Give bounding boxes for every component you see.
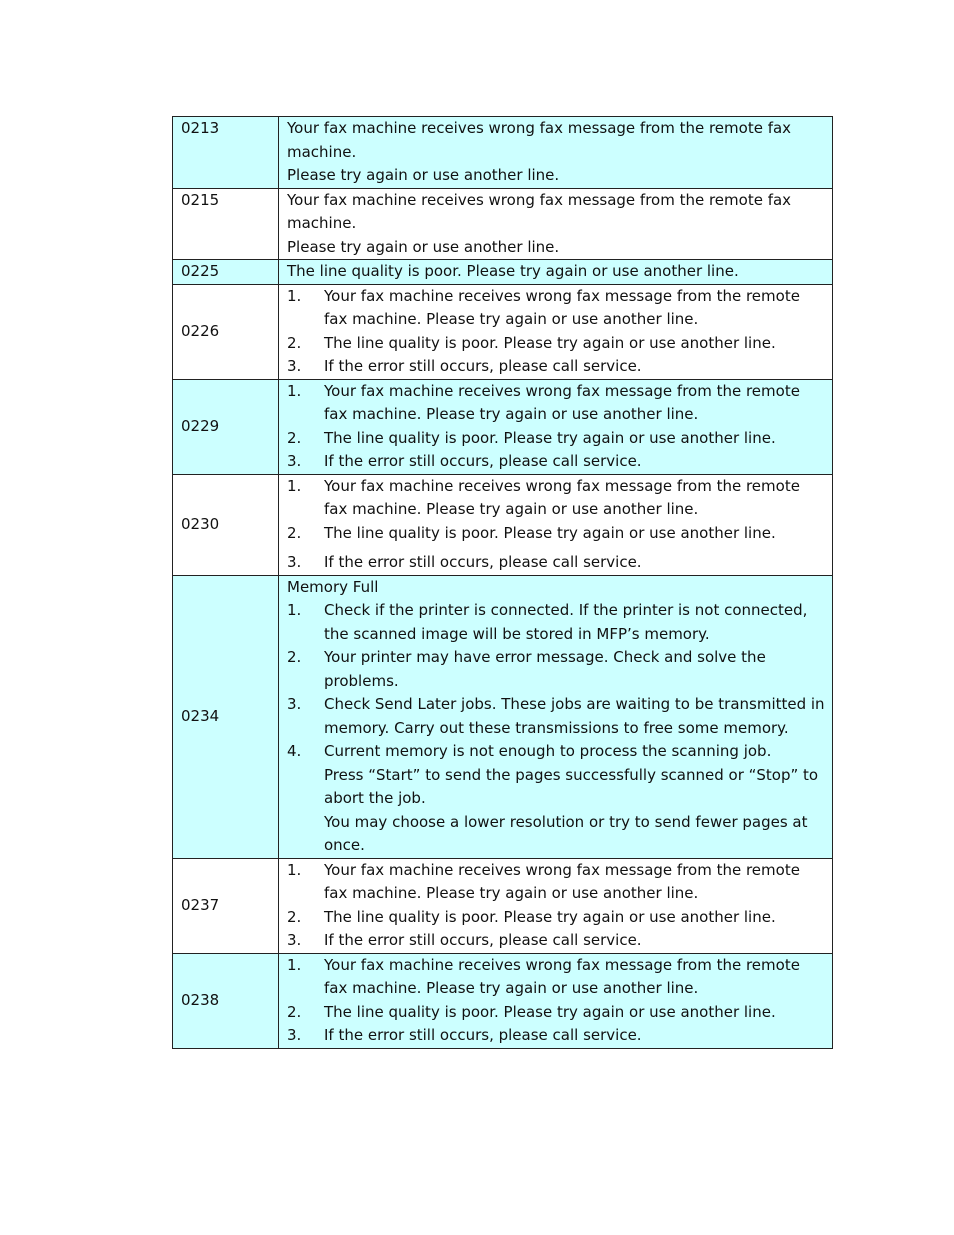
- table-row: [173, 858, 833, 953]
- step-text: Check if the printer is connected. If the printer is not connected, the scanned image will be stored in MFP’s memory.: [324, 601, 808, 643]
- step-text: Your fax machine receives wrong fax message from the remote fax machine. Please try again or use another line.: [324, 955, 800, 997]
- table-row: [173, 260, 833, 285]
- list-item: [287, 1001, 826, 1025]
- step-number: 2.: [287, 907, 302, 926]
- step-number: 2.: [287, 523, 302, 542]
- error-description: [279, 188, 833, 260]
- step-text: If the error still occurs, please call service.: [324, 452, 642, 470]
- step-number: 3.: [287, 695, 302, 713]
- step-number: 3.: [287, 931, 302, 949]
- error-description: [279, 379, 833, 474]
- step-text: The line quality is poor. Please try again or use another line.: [324, 428, 776, 447]
- error-code: 0226: [173, 284, 279, 379]
- step-text-group: [324, 740, 826, 858]
- list-item: [287, 859, 826, 906]
- error-code: 0230: [173, 474, 279, 575]
- table-row: [173, 953, 833, 1048]
- step-number: 3.: [287, 357, 302, 375]
- list-item: [287, 599, 826, 646]
- step-text: The line quality is poor. Please try again or use another line.: [324, 907, 776, 926]
- error-code: 0238: [173, 953, 279, 1048]
- table-row: [173, 188, 833, 260]
- step-number: 4.: [287, 742, 302, 760]
- step-text: If the error still occurs, please call service.: [324, 553, 642, 571]
- step-number: 1.: [287, 476, 302, 495]
- list-item: [287, 906, 826, 930]
- step-text: Your fax machine receives wrong fax message from the remote fax machine. Please try again or use another line.: [324, 476, 800, 518]
- table-row: [173, 575, 833, 858]
- table-row: [173, 379, 833, 474]
- list-item: [287, 1024, 826, 1048]
- description-line: Please try again or use another line.: [287, 237, 560, 256]
- step-text: If the error still occurs, please call service.: [324, 1026, 642, 1044]
- step-text: The line quality is poor. Please try again or use another line.: [324, 523, 776, 542]
- step-number: 2.: [287, 333, 302, 352]
- error-code: 0237: [173, 858, 279, 953]
- error-code: 0234: [173, 575, 279, 858]
- step-text: Check Send Later jobs. These jobs are waiting to be transmitted in memory. Carry out these transmissions to free some memory.: [324, 695, 825, 737]
- steps-list: [287, 859, 826, 953]
- error-code: 0225: [173, 260, 279, 285]
- step-number: 2.: [287, 428, 302, 447]
- step-number: 3.: [287, 553, 302, 571]
- step-text: The line quality is poor. Please try again or use another line.: [324, 333, 776, 352]
- step-text: Press “Start” to send the pages successfully scanned or “Stop” to abort the job.: [324, 765, 819, 807]
- error-description: [279, 575, 833, 858]
- list-item: [287, 427, 826, 451]
- step-text: You may choose a lower resolution or try to send fewer pages at once.: [324, 812, 808, 854]
- list-item: [287, 740, 826, 858]
- list-item: [287, 646, 826, 693]
- error-code: 0215: [173, 188, 279, 260]
- steps-list: [287, 475, 826, 575]
- error-code-table: [172, 116, 833, 1049]
- step-number: 1.: [287, 955, 302, 974]
- error-description: [279, 474, 833, 575]
- step-text: If the error still occurs, please call service.: [324, 931, 642, 949]
- list-item: [287, 450, 826, 474]
- step-number: 2.: [287, 648, 302, 666]
- step-number: 1.: [287, 860, 302, 879]
- description-line: The line quality is poor. Please try again or use another line.: [287, 262, 739, 280]
- step-number: 1.: [287, 601, 302, 619]
- steps-list: [287, 285, 826, 379]
- error-description: [279, 117, 833, 189]
- error-description: [279, 858, 833, 953]
- list-item: [287, 522, 826, 546]
- list-item: [287, 693, 826, 740]
- list-item: [287, 954, 826, 1001]
- table-row: [173, 117, 833, 189]
- step-number: 3.: [287, 452, 302, 470]
- list-item: [287, 929, 826, 953]
- list-item: [287, 380, 826, 427]
- step-text: The line quality is poor. Please try again or use another line.: [324, 1002, 776, 1021]
- steps-list: [287, 380, 826, 474]
- error-description: [279, 260, 833, 285]
- step-text: Your fax machine receives wrong fax message from the remote fax machine. Please try again or use another line.: [324, 381, 800, 423]
- table-row: [173, 474, 833, 575]
- step-number: 1.: [287, 286, 302, 305]
- description-line: Your fax machine receives wrong fax message from the remote fax machine.: [287, 190, 792, 232]
- step-number: 3.: [287, 1026, 302, 1044]
- step-number: 2.: [287, 1002, 302, 1021]
- list-item: [287, 285, 826, 332]
- list-item: [287, 475, 826, 522]
- description-line: Please try again or use another line.: [287, 166, 560, 184]
- description-line: Your fax machine receives wrong fax message from the remote fax machine.: [287, 119, 792, 161]
- steps-list: [287, 599, 826, 858]
- step-text: Your fax machine receives wrong fax message from the remote fax machine. Please try again or use another line.: [324, 860, 800, 902]
- error-description: [279, 953, 833, 1048]
- steps-list: [287, 954, 826, 1048]
- step-text: Your printer may have error message. Check and solve the problems.: [324, 648, 766, 690]
- step-text: If the error still occurs, please call service.: [324, 357, 642, 375]
- table-row: [173, 284, 833, 379]
- step-number: 1.: [287, 381, 302, 400]
- list-item: [287, 355, 826, 379]
- list-item: [287, 332, 826, 356]
- error-code: 0213: [173, 117, 279, 189]
- list-item: [287, 551, 826, 575]
- step-text: Your fax machine receives wrong fax message from the remote fax machine. Please try again or use another line.: [324, 286, 800, 328]
- description-heading: Memory Full: [287, 577, 379, 596]
- error-description: [279, 284, 833, 379]
- error-code: 0229: [173, 379, 279, 474]
- step-text: Current memory is not enough to process the scanning job.: [324, 742, 772, 760]
